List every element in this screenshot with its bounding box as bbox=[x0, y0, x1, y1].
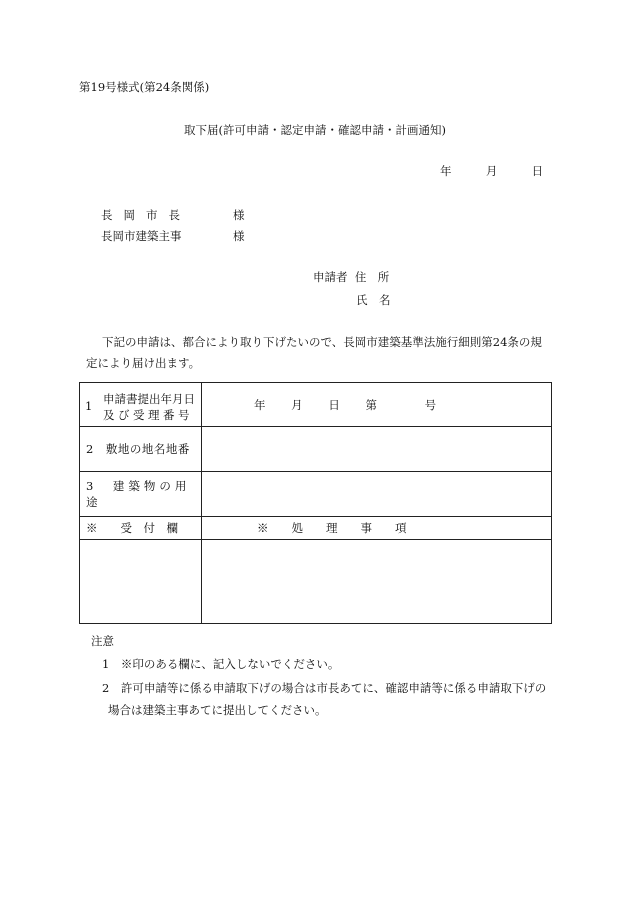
row1-month: 月 bbox=[291, 397, 303, 412]
building-use-field[interactable] bbox=[202, 472, 552, 517]
row1-go: 号 bbox=[424, 397, 437, 412]
table-row-submission-date bbox=[80, 383, 552, 427]
note-item-1: 1 ※印のある欄に、記入しないでください。 bbox=[102, 657, 340, 671]
addressee-mayor-name: 長岡市長 bbox=[101, 208, 191, 222]
building-use-label: 3 建築物の用途 bbox=[80, 472, 202, 517]
date-line bbox=[440, 166, 543, 178]
processing-box bbox=[202, 540, 552, 624]
addressee-mayor bbox=[101, 210, 245, 222]
site-address-label: 2 敷地の地名地番 bbox=[80, 427, 202, 472]
submission-date-label-cell bbox=[80, 383, 202, 427]
table-row-office-use bbox=[80, 540, 552, 624]
row1-label-line2: 及び受理番号 bbox=[103, 408, 193, 422]
reception-header: ※ 受 付 欄 bbox=[80, 517, 202, 540]
table-row-building-use bbox=[80, 472, 552, 517]
row1-dai: 第 bbox=[365, 397, 377, 412]
table-row-site-address bbox=[80, 427, 552, 472]
applicant-label: 申請者 bbox=[313, 270, 348, 284]
table-row-office-headers bbox=[80, 517, 552, 540]
addressee-official-suffix: 様 bbox=[233, 229, 245, 243]
applicant-address-label: 住 所 bbox=[354, 270, 390, 284]
addressee-mayor-suffix: 様 bbox=[233, 208, 245, 222]
row1-number: 1 bbox=[85, 399, 93, 413]
date-day-label: 日 bbox=[531, 164, 544, 178]
document-title: 取下届(許可申請・認定申請・確認申請・計画通知) bbox=[184, 123, 446, 137]
form-number: 第19号様式(第24条関係) bbox=[79, 80, 210, 94]
reception-box bbox=[80, 540, 202, 624]
submission-date-value-field[interactable] bbox=[202, 383, 552, 427]
date-year-label: 年 bbox=[440, 164, 452, 178]
applicant-name-label: 氏 名 bbox=[356, 293, 391, 307]
date-month-label: 月 bbox=[485, 164, 498, 178]
row1-day: 日 bbox=[328, 397, 340, 412]
row1-year: 年 bbox=[254, 397, 266, 412]
applicant-name-line bbox=[356, 295, 391, 307]
site-address-field[interactable] bbox=[202, 427, 552, 472]
body-text-line-1: 下記の申請は、都合により取り下げたいので、長岡市建築基準法施行細則第24条の規 bbox=[102, 335, 542, 349]
addressee-official-name: 長岡市建築主事 bbox=[101, 229, 182, 243]
note-item-2-line-1: 2 許可申請等に係る申請取下げの場合は市長あてに、確認申請等に係る申請取下げの bbox=[102, 681, 547, 695]
body-text-line-2: 定により届け出ます。 bbox=[86, 356, 201, 370]
applicant-address-line bbox=[313, 272, 389, 284]
addressee-building-official bbox=[101, 231, 245, 243]
notes-heading: 注意 bbox=[91, 634, 114, 648]
processing-header: ※ 処 理 事 項 bbox=[202, 517, 552, 540]
note-item-2-line-2: 場合は建築主事あてに提出してください。 bbox=[108, 703, 327, 717]
withdrawal-form-table bbox=[79, 382, 552, 624]
row1-label-line1: 申請書提出年月日 bbox=[103, 392, 195, 406]
